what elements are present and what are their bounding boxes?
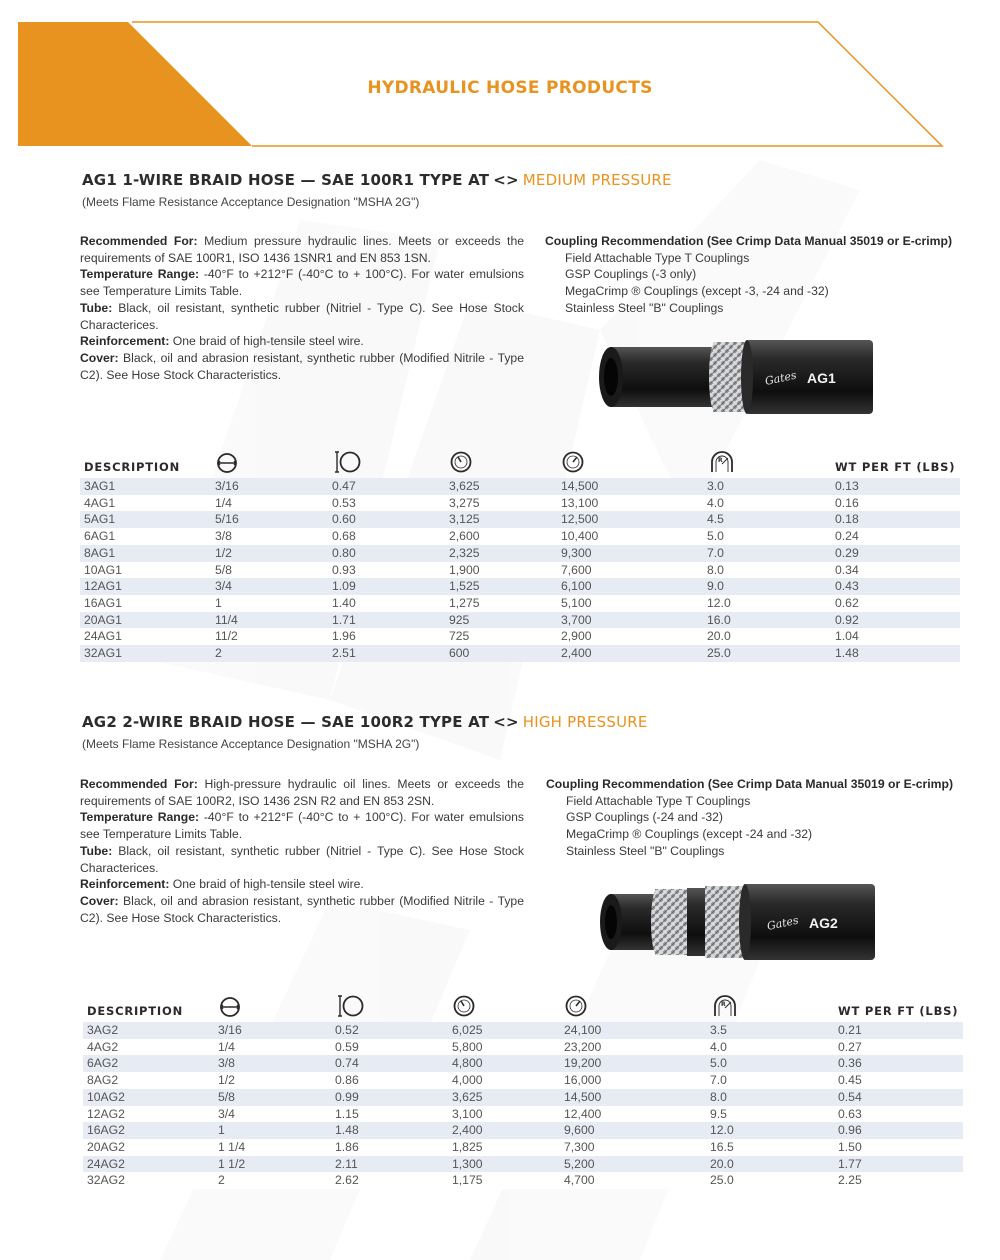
cell-weight-per-ft: 0.63 bbox=[834, 1106, 963, 1123]
cell-burst-pressure: 4,700 bbox=[560, 1172, 706, 1189]
col-outside-diameter bbox=[328, 432, 445, 478]
cell-working-pressure: 1,900 bbox=[445, 562, 557, 579]
col-inside-diameter bbox=[211, 432, 328, 478]
cell-weight-per-ft: 0.96 bbox=[834, 1122, 963, 1139]
cell-weight-per-ft: 0.36 bbox=[834, 1055, 963, 1072]
hose-label: AG1 bbox=[807, 370, 836, 386]
spec-label: Reinforcement: bbox=[80, 877, 170, 892]
coupling-heading: Coupling Recommendation (See Crimp Data Manual 35019 or E-crimp) bbox=[546, 777, 954, 791]
spec-value: -40°F to +212°F (-40°C to + 100°C). For water emulsions see Temperature Limits Table. bbox=[80, 810, 524, 842]
table-row bbox=[83, 1106, 963, 1123]
cell-burst-pressure: 5,200 bbox=[560, 1156, 706, 1173]
cell-bend-radius: 16.5 bbox=[706, 1139, 834, 1156]
table-row bbox=[83, 1039, 963, 1056]
cell-part-number: 20AG1 bbox=[80, 612, 211, 629]
cell-weight-per-ft: 0.54 bbox=[834, 1089, 963, 1106]
cell-hose-id: 5/8 bbox=[211, 562, 328, 579]
table-header-row bbox=[80, 432, 960, 478]
hose-title: AG2 2-WIRE BRAID HOSE — SAE 100R2 TYPE AT bbox=[82, 713, 490, 731]
coupling-item: MegaCrimp ® Couplings (except -3, -24 and -32) bbox=[565, 284, 829, 299]
section-title bbox=[82, 713, 648, 731]
hose-brand-mark: Gates bbox=[763, 368, 798, 388]
table-row bbox=[80, 545, 960, 562]
spec-value: Black, oil resistant, synthetic rubber (Nitriel - Type C). See Hose Stock Characterices. bbox=[80, 300, 524, 332]
hose-label: AG2 bbox=[809, 915, 838, 931]
cell-working-pressure: 3,625 bbox=[448, 1089, 560, 1106]
spec-label: Cover: bbox=[80, 893, 119, 908]
cell-bend-radius: 16.0 bbox=[703, 612, 831, 629]
coupling-item: Field Attachable Type T Couplings bbox=[565, 250, 750, 265]
cell-hose-id: 1 bbox=[211, 595, 328, 612]
pressure-rating: MEDIUM PRESSURE bbox=[522, 171, 672, 189]
col-weight-per-ft: WT PER FT (LBS) bbox=[838, 1004, 959, 1018]
bend-radius-icon bbox=[707, 450, 737, 474]
cell-burst-pressure: 2,900 bbox=[557, 628, 703, 645]
specification-table bbox=[80, 432, 960, 662]
pressure-rating: HIGH PRESSURE bbox=[522, 713, 648, 731]
cell-bend-radius: 12.0 bbox=[706, 1122, 834, 1139]
cell-weight-per-ft: 0.24 bbox=[831, 528, 960, 545]
cell-part-number: 8AG2 bbox=[83, 1072, 214, 1089]
spec-label: Tube: bbox=[80, 300, 113, 315]
coupling-recommendation bbox=[545, 233, 985, 317]
table-row bbox=[80, 645, 960, 662]
col-working-pressure bbox=[445, 432, 557, 478]
table-row bbox=[80, 578, 960, 595]
cell-hose-od: 0.60 bbox=[328, 511, 445, 528]
cell-part-number: 24AG1 bbox=[80, 628, 211, 645]
table-row bbox=[80, 478, 960, 495]
table-header-row bbox=[83, 976, 963, 1022]
cell-part-number: 5AG1 bbox=[80, 511, 211, 528]
bend-radius-icon bbox=[710, 994, 740, 1018]
cell-hose-od: 1.71 bbox=[328, 612, 445, 629]
cell-working-pressure: 5,800 bbox=[448, 1039, 560, 1056]
cell-burst-pressure: 16,000 bbox=[560, 1072, 706, 1089]
cell-bend-radius: 9.0 bbox=[703, 578, 831, 595]
inside-diameter-icon bbox=[218, 996, 242, 1018]
cell-part-number: 10AG1 bbox=[80, 562, 211, 579]
cell-weight-per-ft: 0.62 bbox=[831, 595, 960, 612]
cell-hose-od: 2.11 bbox=[331, 1156, 448, 1173]
cell-working-pressure: 1,525 bbox=[445, 578, 557, 595]
cell-part-number: 12AG1 bbox=[80, 578, 211, 595]
cell-bend-radius: 5.0 bbox=[703, 528, 831, 545]
cell-burst-pressure: 19,200 bbox=[560, 1055, 706, 1072]
spec-block bbox=[80, 776, 524, 926]
cell-hose-id: 11/4 bbox=[211, 612, 328, 629]
table-body bbox=[83, 1022, 963, 1189]
cell-burst-pressure: 5,100 bbox=[557, 595, 703, 612]
burst-pressure-gauge-icon bbox=[561, 450, 585, 474]
cell-hose-id: 3/4 bbox=[211, 578, 328, 595]
cell-hose-od: 1.40 bbox=[328, 595, 445, 612]
arrow-separator: <> bbox=[493, 713, 519, 731]
cell-bend-radius: 7.0 bbox=[703, 545, 831, 562]
spec-label: Reinforcement: bbox=[80, 334, 170, 349]
table-row bbox=[83, 1089, 963, 1106]
burst-pressure-gauge-icon bbox=[564, 994, 588, 1018]
cell-hose-id: 1 bbox=[214, 1122, 331, 1139]
spec-value: One braid of high-tensile steel wire. bbox=[172, 877, 364, 892]
cell-weight-per-ft: 0.21 bbox=[834, 1022, 963, 1039]
cell-working-pressure: 4,000 bbox=[448, 1072, 560, 1089]
cell-working-pressure: 3,100 bbox=[448, 1106, 560, 1123]
cell-hose-id: 3/16 bbox=[211, 478, 328, 495]
cell-weight-per-ft: 1.50 bbox=[834, 1139, 963, 1156]
cell-hose-id: 5/8 bbox=[214, 1089, 331, 1106]
cell-weight-per-ft: 0.45 bbox=[834, 1072, 963, 1089]
cell-burst-pressure: 6,100 bbox=[557, 578, 703, 595]
cell-burst-pressure: 13,100 bbox=[557, 495, 703, 512]
cell-weight-per-ft: 0.27 bbox=[834, 1039, 963, 1056]
cell-working-pressure: 1,175 bbox=[448, 1172, 560, 1189]
cell-part-number: 12AG2 bbox=[83, 1106, 214, 1123]
cell-weight-per-ft: 0.16 bbox=[831, 495, 960, 512]
table-row bbox=[83, 1022, 963, 1039]
col-description: DESCRIPTION bbox=[87, 1004, 184, 1018]
svg-text:R: R bbox=[718, 457, 724, 464]
cell-part-number: 16AG2 bbox=[83, 1122, 214, 1139]
spec-label: Temperature Range: bbox=[80, 267, 200, 282]
cell-hose-od: 0.52 bbox=[331, 1022, 448, 1039]
cell-burst-pressure: 14,500 bbox=[557, 478, 703, 495]
cell-weight-per-ft: 0.34 bbox=[831, 562, 960, 579]
cell-weight-per-ft: 1.48 bbox=[831, 645, 960, 662]
flame-resistance-note: (Meets Flame Resistance Acceptance Designation "MSHA 2G") bbox=[82, 737, 420, 751]
cell-part-number: 8AG1 bbox=[80, 545, 211, 562]
coupling-heading: Coupling Recommendation (See Crimp Data Manual 35019 or E-crimp) bbox=[545, 234, 953, 248]
cell-hose-id: 1/2 bbox=[214, 1072, 331, 1089]
cell-working-pressure: 2,600 bbox=[445, 528, 557, 545]
table-row bbox=[80, 562, 960, 579]
cell-hose-id: 2 bbox=[214, 1172, 331, 1189]
spec-label: Temperature Range: bbox=[80, 810, 200, 825]
cell-weight-per-ft: 1.77 bbox=[834, 1156, 963, 1173]
cell-part-number: 10AG2 bbox=[83, 1089, 214, 1106]
table-row bbox=[80, 495, 960, 512]
spec-label: Tube: bbox=[80, 843, 113, 858]
cell-hose-od: 2.62 bbox=[331, 1172, 448, 1189]
cell-bend-radius: 8.0 bbox=[703, 562, 831, 579]
cell-hose-od: 0.74 bbox=[331, 1055, 448, 1072]
cell-weight-per-ft: 0.13 bbox=[831, 478, 960, 495]
cell-working-pressure: 725 bbox=[445, 628, 557, 645]
cell-hose-od: 0.68 bbox=[328, 528, 445, 545]
hose-image-ag1 bbox=[595, 335, 885, 421]
cell-hose-id: 3/16 bbox=[214, 1022, 331, 1039]
cell-working-pressure: 2,325 bbox=[445, 545, 557, 562]
cell-part-number: 32AG1 bbox=[80, 645, 211, 662]
col-bend-radius bbox=[706, 976, 834, 1022]
coupling-recommendation bbox=[546, 776, 986, 860]
coupling-item: GSP Couplings (-24 and -32) bbox=[566, 810, 723, 825]
cell-burst-pressure: 12,500 bbox=[557, 511, 703, 528]
cell-hose-od: 0.53 bbox=[328, 495, 445, 512]
spec-value: High-pressure hydraulic oil lines. Meets or exceeds the requirements of SAE 100R2, ISO 1436 2SN R2 and EN 853 2SN. bbox=[80, 777, 524, 808]
cell-burst-pressure: 12,400 bbox=[560, 1106, 706, 1123]
cell-burst-pressure: 3,700 bbox=[557, 612, 703, 629]
col-inside-diameter bbox=[214, 976, 331, 1022]
spec-value: One braid of high-tensile steel wire. bbox=[172, 334, 364, 349]
table-row bbox=[83, 1139, 963, 1156]
cell-part-number: 16AG1 bbox=[80, 595, 211, 612]
cell-weight-per-ft: 0.29 bbox=[831, 545, 960, 562]
cell-weight-per-ft: 1.04 bbox=[831, 628, 960, 645]
table-row bbox=[83, 1122, 963, 1139]
cell-hose-id: 1/4 bbox=[211, 495, 328, 512]
table-row bbox=[80, 511, 960, 528]
cell-hose-od: 0.99 bbox=[331, 1089, 448, 1106]
table-row bbox=[80, 595, 960, 612]
cell-bend-radius: 9.5 bbox=[706, 1106, 834, 1123]
cell-bend-radius: 7.0 bbox=[706, 1072, 834, 1089]
coupling-item: Field Attachable Type T Couplings bbox=[566, 793, 751, 808]
cell-bend-radius: 4.0 bbox=[706, 1039, 834, 1056]
col-burst-pressure bbox=[560, 976, 706, 1022]
cell-bend-radius: 20.0 bbox=[706, 1156, 834, 1173]
cell-part-number: 20AG2 bbox=[83, 1139, 214, 1156]
cell-bend-radius: 5.0 bbox=[706, 1055, 834, 1072]
cell-burst-pressure: 23,200 bbox=[560, 1039, 706, 1056]
cell-working-pressure: 2,400 bbox=[448, 1122, 560, 1139]
cell-bend-radius: 3.5 bbox=[706, 1022, 834, 1039]
spec-value: Medium pressure hydraulic lines. Meets or exceeds the requirements of SAE 100R1, ISO 1436 1SNR1 and EN 853 1SN. bbox=[80, 234, 524, 265]
col-working-pressure bbox=[448, 976, 560, 1022]
cell-burst-pressure: 2,400 bbox=[557, 645, 703, 662]
spec-value: Black, oil and abrasion resistant, synthetic rubber (Modified Nitrile - Type C2). See Hose Stock Characteristics. bbox=[80, 893, 524, 925]
spec-label: Recommended For: bbox=[80, 777, 198, 791]
coupling-item: GSP Couplings (-3 only) bbox=[565, 267, 697, 282]
section-title bbox=[82, 171, 672, 189]
cell-burst-pressure: 10,400 bbox=[557, 528, 703, 545]
page-title: HYDRAULIC HOSE PRODUCTS bbox=[367, 78, 653, 98]
col-burst-pressure bbox=[557, 432, 703, 478]
cell-part-number: 3AG2 bbox=[83, 1022, 214, 1039]
spec-value: -40°F to +212°F (-40°C to + 100°C). For water emulsions see Temperature Limits Table. bbox=[80, 267, 524, 299]
cell-working-pressure: 3,625 bbox=[445, 478, 557, 495]
cell-working-pressure: 3,125 bbox=[445, 511, 557, 528]
cell-burst-pressure: 7,600 bbox=[557, 562, 703, 579]
cell-bend-radius: 25.0 bbox=[706, 1172, 834, 1189]
cell-hose-od: 1.15 bbox=[331, 1106, 448, 1123]
table-row bbox=[83, 1156, 963, 1173]
working-pressure-gauge-icon bbox=[452, 994, 476, 1018]
hose-title: AG1 1-WIRE BRAID HOSE — SAE 100R1 TYPE AT bbox=[82, 171, 490, 189]
table-row bbox=[80, 612, 960, 629]
cell-part-number: 32AG2 bbox=[83, 1172, 214, 1189]
cell-hose-od: 1.86 bbox=[331, 1139, 448, 1156]
cell-burst-pressure: 9,600 bbox=[560, 1122, 706, 1139]
cell-bend-radius: 4.0 bbox=[703, 495, 831, 512]
cell-bend-radius: 12.0 bbox=[703, 595, 831, 612]
cell-working-pressure: 4,800 bbox=[448, 1055, 560, 1072]
cell-hose-id: 1 1/2 bbox=[214, 1156, 331, 1173]
outside-diameter-icon bbox=[332, 450, 364, 474]
cell-working-pressure: 1,275 bbox=[445, 595, 557, 612]
table-body bbox=[80, 478, 960, 662]
spec-label: Cover: bbox=[80, 350, 119, 365]
cell-hose-od: 1.48 bbox=[331, 1122, 448, 1139]
cell-working-pressure: 1,300 bbox=[448, 1156, 560, 1173]
specification-table bbox=[83, 976, 963, 1189]
arrow-separator: <> bbox=[493, 171, 519, 189]
cell-hose-id: 1/2 bbox=[211, 545, 328, 562]
cell-bend-radius: 20.0 bbox=[703, 628, 831, 645]
col-bend-radius bbox=[703, 432, 831, 478]
hose-brand-mark: Gates bbox=[765, 913, 800, 933]
cell-working-pressure: 600 bbox=[445, 645, 557, 662]
cell-part-number: 4AG1 bbox=[80, 495, 211, 512]
cell-weight-per-ft: 0.43 bbox=[831, 578, 960, 595]
cell-hose-id: 1/4 bbox=[214, 1039, 331, 1056]
cell-burst-pressure: 9,300 bbox=[557, 545, 703, 562]
coupling-item: MegaCrimp ® Couplings (except -24 and -32) bbox=[566, 827, 813, 842]
cell-hose-od: 1.09 bbox=[328, 578, 445, 595]
cell-hose-od: 0.59 bbox=[331, 1039, 448, 1056]
table-row bbox=[83, 1172, 963, 1189]
cell-burst-pressure: 14,500 bbox=[560, 1089, 706, 1106]
cell-working-pressure: 925 bbox=[445, 612, 557, 629]
cell-bend-radius: 8.0 bbox=[706, 1089, 834, 1106]
spec-label: Recommended For: bbox=[80, 234, 198, 248]
cell-burst-pressure: 24,100 bbox=[560, 1022, 706, 1039]
cell-part-number: 6AG2 bbox=[83, 1055, 214, 1072]
cell-burst-pressure: 7,300 bbox=[560, 1139, 706, 1156]
outside-diameter-icon bbox=[335, 994, 367, 1018]
cell-working-pressure: 6,025 bbox=[448, 1022, 560, 1039]
flame-resistance-note: (Meets Flame Resistance Acceptance Designation "MSHA 2G") bbox=[82, 195, 420, 209]
hose-image-ag2 bbox=[597, 880, 887, 966]
cell-bend-radius: 4.5 bbox=[703, 511, 831, 528]
cell-weight-per-ft: 0.18 bbox=[831, 511, 960, 528]
coupling-item: Stainless Steel "B" Couplings bbox=[566, 843, 725, 858]
cell-part-number: 4AG2 bbox=[83, 1039, 214, 1056]
cell-weight-per-ft: 2.25 bbox=[834, 1172, 963, 1189]
cell-bend-radius: 3.0 bbox=[703, 478, 831, 495]
col-description: DESCRIPTION bbox=[84, 460, 181, 474]
cell-hose-id: 3/4 bbox=[214, 1106, 331, 1123]
cell-hose-od: 2.51 bbox=[328, 645, 445, 662]
spec-block bbox=[80, 233, 524, 383]
coupling-item: Stainless Steel "B" Couplings bbox=[565, 300, 724, 315]
table-row bbox=[80, 528, 960, 545]
cell-hose-od: 0.93 bbox=[328, 562, 445, 579]
cell-weight-per-ft: 0.92 bbox=[831, 612, 960, 629]
cell-working-pressure: 3,275 bbox=[445, 495, 557, 512]
cell-hose-id: 11/2 bbox=[211, 628, 328, 645]
cell-part-number: 6AG1 bbox=[80, 528, 211, 545]
working-pressure-gauge-icon bbox=[449, 450, 473, 474]
col-outside-diameter bbox=[331, 976, 448, 1022]
table-row bbox=[83, 1055, 963, 1072]
cell-hose-id: 3/8 bbox=[211, 528, 328, 545]
cell-hose-od: 0.86 bbox=[331, 1072, 448, 1089]
svg-text:R: R bbox=[721, 1001, 727, 1008]
spec-value: Black, oil and abrasion resistant, synthetic rubber (Modified Nitrile - Type C2). See Hose Stock Characteristics. bbox=[80, 350, 524, 382]
spec-value: Black, oil resistant, synthetic rubber (Nitriel - Type C). See Hose Stock Characterices. bbox=[80, 843, 524, 875]
cell-hose-id: 3/8 bbox=[214, 1055, 331, 1072]
cell-bend-radius: 25.0 bbox=[703, 645, 831, 662]
inside-diameter-icon bbox=[215, 452, 239, 474]
cell-working-pressure: 1,825 bbox=[448, 1139, 560, 1156]
col-weight-per-ft: WT PER FT (LBS) bbox=[835, 460, 956, 474]
cell-part-number: 24AG2 bbox=[83, 1156, 214, 1173]
cell-hose-od: 1.96 bbox=[328, 628, 445, 645]
cell-hose-id: 5/16 bbox=[211, 511, 328, 528]
cell-hose-od: 0.80 bbox=[328, 545, 445, 562]
cell-hose-id: 2 bbox=[211, 645, 328, 662]
table-row bbox=[83, 1072, 963, 1089]
cell-hose-od: 0.47 bbox=[328, 478, 445, 495]
cell-hose-id: 1 1/4 bbox=[214, 1139, 331, 1156]
cell-part-number: 3AG1 bbox=[80, 478, 211, 495]
table-row bbox=[80, 628, 960, 645]
